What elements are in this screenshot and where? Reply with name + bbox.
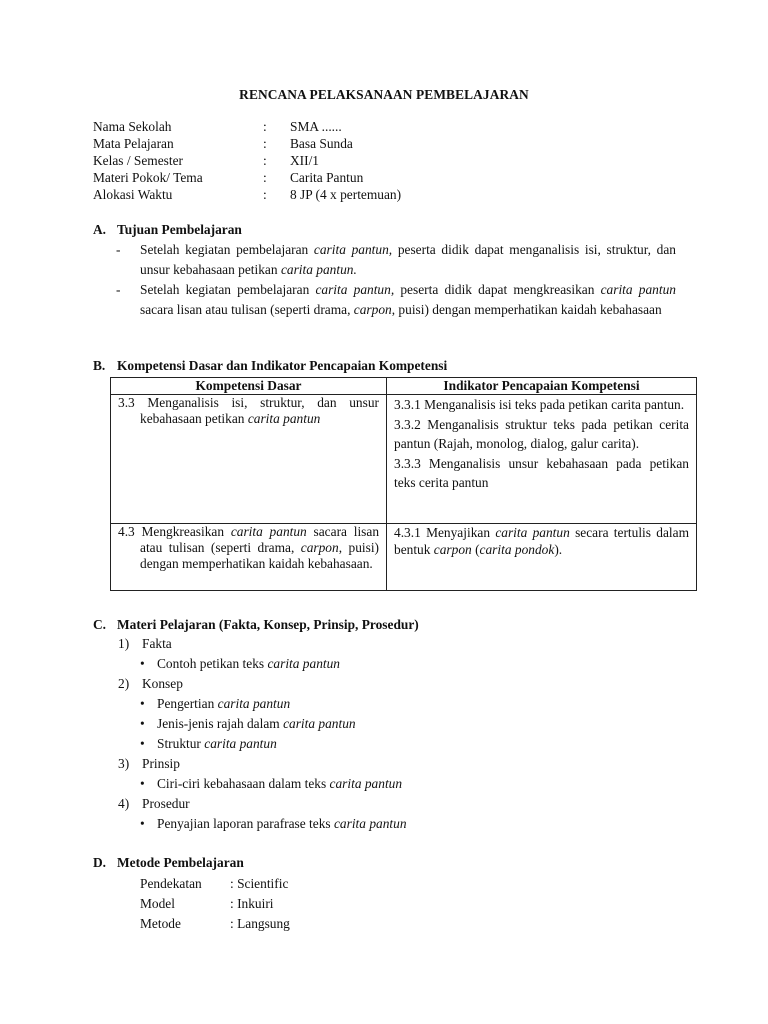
section-title: Kompetensi Dasar dan Indikator Pencapaian Kompetensi (117, 358, 448, 373)
italic-run: carita pantun (217, 696, 291, 711)
italic-run: carita pantun (230, 524, 307, 539)
material-group-heading (118, 674, 407, 694)
objective-item (116, 280, 676, 320)
group-label: Konsep (142, 676, 183, 691)
bullet-icon: • (140, 696, 145, 711)
indicator-text: 3.3.1 Menganalisis isi teks pada petikan carita pantun. (394, 397, 685, 412)
method-label: Model (140, 896, 175, 911)
text-run: Ciri-ciri kebahasaan dalam teks (157, 776, 330, 791)
objective-text (140, 240, 676, 280)
list-item (118, 714, 407, 734)
section-title: Materi Pelajaran (Fakta, Konsep, Prinsip, Prosedur) (117, 617, 419, 632)
section-a-heading (93, 222, 242, 239)
text-run: ( (471, 542, 480, 557)
text-run: secara tertulis dalam bentuk (394, 525, 689, 557)
kd-cell (111, 395, 387, 524)
list-item (118, 774, 407, 794)
bullet-icon: • (140, 776, 145, 791)
indicator-cell (387, 395, 697, 524)
identity-colon: : (263, 187, 267, 202)
table-row (111, 524, 697, 591)
text-run: peserta didik dapat mengkreasikan (394, 282, 601, 297)
dash-mark: - (116, 242, 121, 257)
identity-value: XII/1 (290, 153, 320, 168)
table-row (111, 395, 697, 524)
text-run: Setelah kegiatan pembelajaran (140, 242, 314, 257)
italic-run: carpon (433, 542, 472, 557)
identity-row-subject (93, 135, 401, 152)
text-run: , puisi) dengan memperhatikan kaidah kebahasaan. (140, 540, 380, 571)
method-label: Metode (140, 916, 181, 931)
identity-block (93, 118, 401, 203)
section-letter: B. (93, 358, 106, 373)
text-run: Pengertian (157, 696, 218, 711)
text-run: Struktur (157, 736, 205, 751)
group-label: Prosedur (142, 796, 190, 811)
italic-run: carita pantun (283, 716, 356, 731)
objective-text (140, 280, 676, 320)
text-run: sacara lisan atau tulisan (seperti drama, (140, 524, 380, 555)
objective-item (116, 240, 676, 280)
method-row (140, 914, 290, 934)
identity-row-school (93, 118, 401, 135)
section-b-heading (93, 358, 447, 375)
objective-list (116, 240, 676, 320)
identity-colon: : (263, 153, 267, 168)
column-header-indicator: Indikator Pencapaian Kompetensi (387, 378, 697, 395)
indicator-cell (387, 524, 697, 591)
identity-label: Alokasi Waktu (93, 187, 173, 202)
list-item (118, 654, 407, 674)
list-item (118, 734, 407, 754)
kd-text (118, 524, 379, 572)
section-letter: D. (93, 855, 107, 870)
indicator-text: 3.3.2 Menganalisis struktur teks pada petikan cerita pantun (Rajah, monolog, dialog, galur carita). (394, 416, 689, 451)
identity-label: Materi Pokok/ Tema (93, 170, 203, 185)
identity-row-topic (93, 169, 401, 186)
text-run: peserta didik dapat menganalisis isi, struktur, dan unsur kebahasaan petikan (140, 242, 677, 277)
section-title: Tujuan Pembelajaran (117, 222, 242, 237)
list-item (118, 814, 407, 834)
method-value: : Inkuiri (230, 896, 274, 911)
bullet-icon: • (140, 656, 145, 671)
list-item (118, 694, 407, 714)
text-run: sacara lisan atau tulisan (seperti drama, (140, 302, 354, 317)
identity-value: SMA ...... (290, 119, 342, 134)
method-row (140, 874, 290, 894)
text-run: Setelah kegiatan pembelajaran (140, 282, 316, 297)
italic-run: carita pantun (204, 736, 277, 751)
section-c-heading (93, 617, 419, 634)
italic-run: carita pantun (267, 656, 340, 671)
group-number: 2) (118, 676, 130, 691)
text-run: , puisi) dengan memperhatikan kaidah kebahasaan (391, 302, 662, 317)
group-number: 4) (118, 796, 130, 811)
italic-run: carita pantun, (315, 282, 395, 297)
text-run: 4.3.1 Menyajikan (394, 525, 496, 540)
bullet-icon: • (140, 716, 145, 731)
text-run: ). (554, 542, 563, 557)
text-run: Penyajian laporan parafrase teks (157, 816, 334, 831)
identity-label: Mata Pelajaran (93, 136, 174, 151)
indicator-text (394, 524, 689, 558)
section-letter: C. (93, 617, 107, 632)
method-value: : Langsung (230, 916, 290, 931)
italic-run: carita pantun (495, 525, 570, 540)
identity-row-class (93, 152, 401, 169)
identity-colon: : (263, 136, 267, 151)
material-list (118, 634, 407, 834)
competency-table (110, 377, 697, 591)
dash-mark: - (116, 282, 121, 297)
identity-value: Carita Pantun (290, 170, 364, 185)
italic-run: carita pantun (333, 816, 407, 831)
kd-cell (111, 524, 387, 591)
text-run: 3.3 Menganalisis isi, struktur, dan unsur kebahasaan petikan (118, 395, 379, 426)
bullet-icon: • (140, 736, 145, 751)
group-label: Fakta (142, 636, 172, 651)
material-group-heading (118, 794, 407, 814)
kd-text (118, 395, 379, 427)
italic-run: carita pantun (600, 282, 676, 297)
method-list (140, 874, 290, 934)
material-group-heading (118, 754, 407, 774)
identity-colon: : (263, 170, 267, 185)
section-letter: A. (93, 222, 107, 237)
bullet-icon: • (140, 816, 145, 831)
indicator-text: 3.3.3 Menganalisis unsur kebahasaan pada petikan teks cerita pantun (394, 455, 689, 490)
italic-run: carita pondok (479, 542, 555, 557)
identity-label: Kelas / Semester (93, 153, 183, 168)
group-number: 1) (118, 636, 130, 651)
identity-row-time (93, 186, 401, 203)
group-number: 3) (118, 756, 130, 771)
group-label: Prinsip (142, 756, 180, 771)
document-title: RENCANA PELAKSANAAN PEMBELAJARAN (239, 87, 529, 102)
column-header-kd: Kompetensi Dasar (111, 378, 387, 395)
italic-run: carita pantun, (313, 242, 393, 257)
italic-run: carita pantun. (280, 262, 357, 277)
italic-run: carita pantun (247, 411, 321, 426)
identity-value: 8 JP (4 x pertemuan) (290, 187, 402, 202)
text-run: Jenis-jenis rajah dalam (157, 716, 284, 731)
italic-run: carpon (353, 302, 392, 317)
material-group-heading (118, 634, 407, 654)
method-row (140, 894, 290, 914)
method-value: : Scientific (230, 876, 289, 891)
identity-label: Nama Sekolah (93, 119, 172, 134)
text-run: 4.3 Mengkreasikan (118, 524, 231, 539)
italic-run: carpon (300, 540, 339, 555)
text-run: Contoh petikan teks (157, 656, 268, 671)
identity-colon: : (263, 119, 267, 134)
italic-run: carita pantun (329, 776, 403, 791)
identity-value: Basa Sunda (290, 136, 353, 151)
section-title: Metode Pembelajaran (117, 855, 244, 870)
section-d-heading (93, 855, 244, 872)
method-label: Pendekatan (140, 876, 202, 891)
table-header-row (111, 378, 697, 395)
